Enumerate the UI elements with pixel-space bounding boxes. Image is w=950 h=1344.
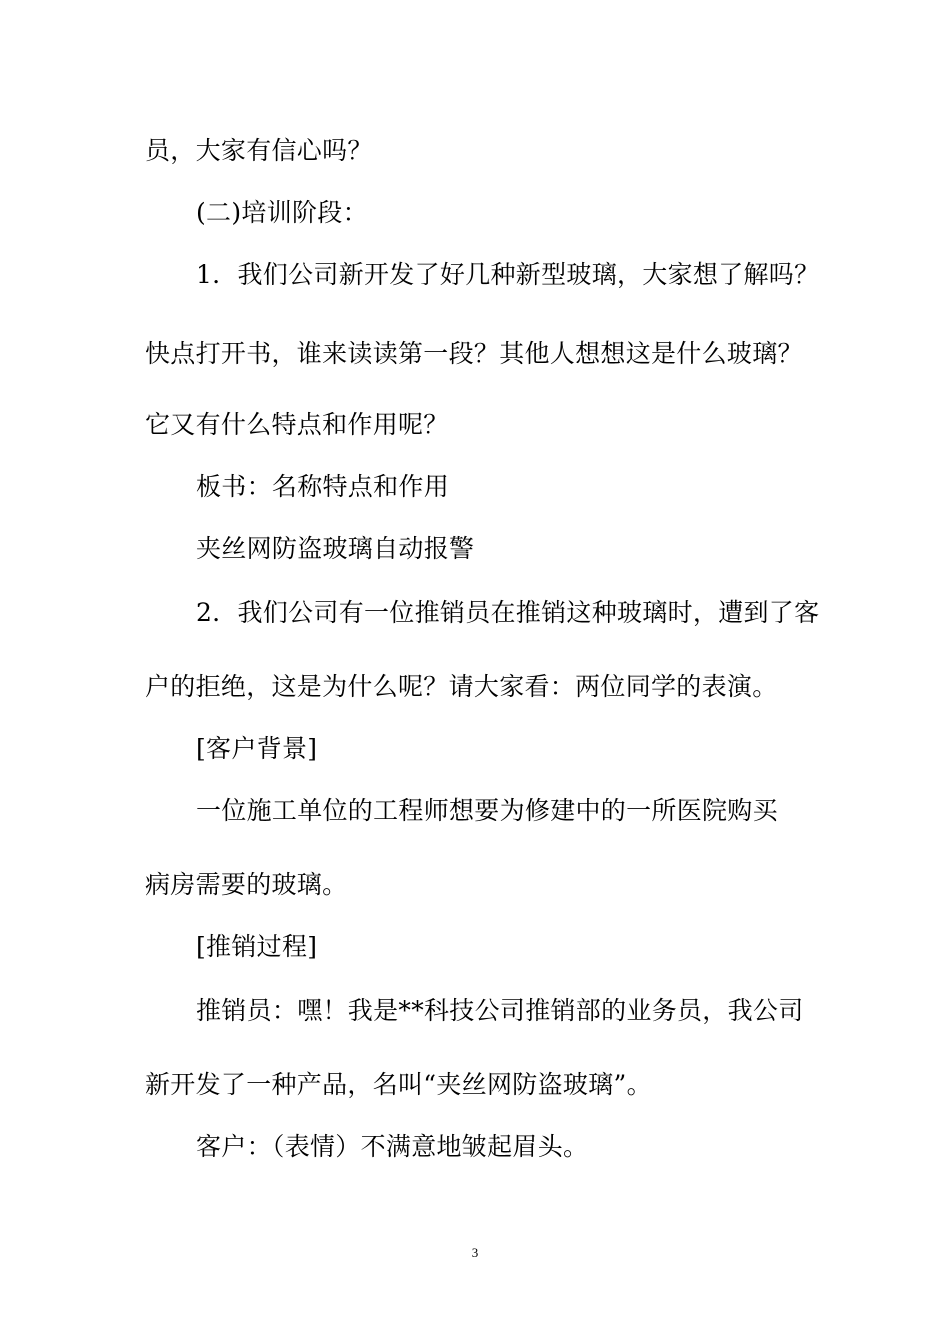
page-number: 3 [471,1245,479,1260]
text-line: 一位施工单位的工程师想要为修建中的一所医院购买 [196,796,778,825]
text-line: 夹丝网防盗玻璃自动报警 [196,534,475,563]
text-line: 1．我们公司新开发了好几种新型玻璃，大家想了解吗？ [196,260,820,289]
text-line: 快点打开书，谁来读读第一段？其他人想想这是什么玻璃？ [145,339,803,368]
section-heading: [客户背景] [196,734,318,763]
text-line: 员，大家有信心吗？ [145,136,373,165]
text-line: 客户：（表情）不满意地皱起眉头。 [196,1132,589,1161]
text-line: 板书：名称特点和作用 [196,472,450,501]
text-line: 户的拒绝，这是为什么呢？请大家看：两位同学的表演。 [145,672,778,701]
text-line: 2．我们公司有一位推销员在推销这种玻璃时，遭到了客 [196,598,820,627]
text-line: 病房需要的玻璃。 [145,870,348,899]
section-heading: [推销过程] [196,932,318,961]
text-line: 新开发了一种产品，名叫“夹丝网防盗玻璃”。 [145,1070,652,1099]
text-line: 它又有什么特点和作用呢？ [145,410,449,439]
text-line: 推销员：嘿！我是**科技公司推销部的业务员，我公司 [196,996,804,1025]
section-heading: (二)培训阶段： [196,198,368,227]
